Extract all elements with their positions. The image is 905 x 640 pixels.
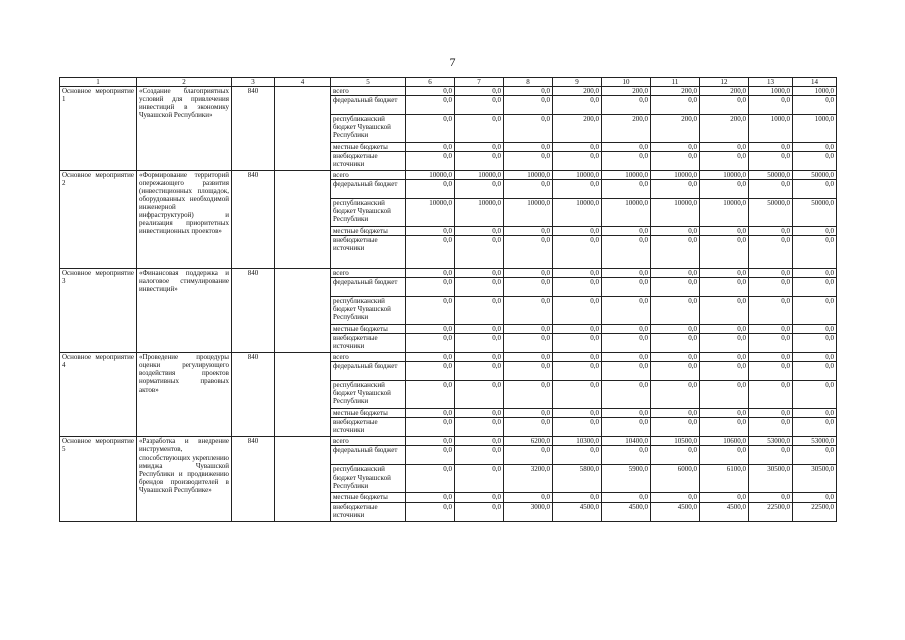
value-cell: 0,0	[700, 227, 749, 236]
funding-source: республиканский бюджет Чувашской Республики	[331, 297, 406, 325]
value-cell: 0,0	[602, 297, 651, 325]
value-cell: 10000,0	[455, 199, 504, 227]
value-cell: 10600,0	[700, 437, 749, 446]
value-cell: 4500,0	[651, 502, 700, 521]
funding-source: федеральный бюджет	[331, 278, 406, 297]
value-cell: 4500,0	[553, 502, 602, 521]
column-header: 7	[455, 78, 504, 87]
value-cell: 0,0	[504, 334, 553, 353]
value-cell: 0,0	[793, 236, 837, 269]
value-cell: 53000,0	[749, 437, 793, 446]
column-4-cell	[275, 437, 331, 521]
value-cell: 5800,0	[553, 465, 602, 493]
funding-source: республиканский бюджет Чувашской Республики	[331, 465, 406, 493]
value-cell: 0,0	[700, 236, 749, 269]
column-header: 6	[406, 78, 455, 87]
funding-source: внебюджетные источники	[331, 334, 406, 353]
value-cell: 0,0	[651, 152, 700, 171]
value-cell: 0,0	[406, 297, 455, 325]
value-cell: 0,0	[700, 418, 749, 437]
value-cell: 0,0	[553, 180, 602, 199]
value-cell: 0,0	[700, 409, 749, 418]
table-row	[60, 437, 837, 446]
value-cell: 0,0	[651, 143, 700, 152]
funding-source: республиканский бюджет Чувашской Республики	[331, 115, 406, 143]
value-cell: 0,0	[455, 227, 504, 236]
value-cell: 0,0	[793, 362, 837, 381]
funding-source: федеральный бюджет	[331, 96, 406, 115]
value-cell: 0,0	[455, 278, 504, 297]
value-cell: 0,0	[406, 493, 455, 502]
funding-source: всего	[331, 171, 406, 180]
value-cell: 0,0	[406, 143, 455, 152]
value-cell: 0,0	[504, 143, 553, 152]
value-cell: 200,0	[553, 87, 602, 96]
value-cell: 0,0	[602, 409, 651, 418]
header-row	[60, 78, 837, 87]
value-cell: 0,0	[406, 446, 455, 465]
value-cell: 6100,0	[700, 465, 749, 493]
value-cell: 0,0	[793, 278, 837, 297]
funding-source: местные бюджеты	[331, 325, 406, 334]
column-4-cell	[275, 353, 331, 437]
column-header: 1	[60, 78, 137, 87]
value-cell: 0,0	[455, 446, 504, 465]
value-cell: 10000,0	[406, 171, 455, 180]
funding-source: всего	[331, 353, 406, 362]
value-cell: 0,0	[602, 418, 651, 437]
value-cell: 0,0	[553, 409, 602, 418]
funding-source: республиканский бюджет Чувашской Республики	[331, 199, 406, 227]
value-cell: 0,0	[553, 152, 602, 171]
value-cell: 0,0	[651, 493, 700, 502]
measure-name: Основное мероприятие 1	[60, 87, 137, 171]
value-cell: 0,0	[793, 227, 837, 236]
value-cell: 10000,0	[504, 199, 553, 227]
value-cell: 0,0	[455, 409, 504, 418]
column-header: 11	[651, 78, 700, 87]
value-cell: 0,0	[455, 381, 504, 409]
column-4-cell	[275, 87, 331, 171]
value-cell: 10000,0	[602, 171, 651, 180]
value-cell: 0,0	[749, 493, 793, 502]
value-cell: 0,0	[602, 236, 651, 269]
value-cell: 0,0	[651, 381, 700, 409]
value-cell: 0,0	[651, 96, 700, 115]
value-cell: 0,0	[602, 278, 651, 297]
value-cell: 0,0	[700, 269, 749, 278]
value-cell: 30500,0	[793, 465, 837, 493]
value-cell: 0,0	[749, 381, 793, 409]
value-cell: 0,0	[749, 180, 793, 199]
budget-code: 840	[232, 171, 275, 269]
value-cell: 0,0	[455, 96, 504, 115]
value-cell: 50000,0	[793, 171, 837, 180]
value-cell: 0,0	[700, 493, 749, 502]
value-cell: 10000,0	[553, 199, 602, 227]
value-cell: 0,0	[455, 437, 504, 446]
value-cell: 0,0	[504, 236, 553, 269]
value-cell: 0,0	[651, 353, 700, 362]
value-cell: 50000,0	[793, 199, 837, 227]
funding-source: всего	[331, 437, 406, 446]
value-cell: 0,0	[793, 418, 837, 437]
value-cell: 0,0	[553, 269, 602, 278]
value-cell: 0,0	[749, 278, 793, 297]
value-cell: 0,0	[504, 96, 553, 115]
value-cell: 0,0	[504, 325, 553, 334]
value-cell: 1000,0	[749, 87, 793, 96]
value-cell: 0,0	[749, 236, 793, 269]
value-cell: 0,0	[700, 152, 749, 171]
value-cell: 0,0	[749, 152, 793, 171]
value-cell: 0,0	[455, 493, 504, 502]
value-cell: 6200,0	[504, 437, 553, 446]
funding-source: местные бюджеты	[331, 227, 406, 236]
value-cell: 0,0	[455, 465, 504, 493]
value-cell: 10300,0	[553, 437, 602, 446]
value-cell: 0,0	[504, 152, 553, 171]
value-cell: 0,0	[504, 297, 553, 325]
value-cell: 10000,0	[553, 171, 602, 180]
column-header: 9	[553, 78, 602, 87]
value-cell: 0,0	[602, 353, 651, 362]
value-cell: 0,0	[553, 362, 602, 381]
value-cell: 0,0	[749, 409, 793, 418]
value-cell: 0,0	[553, 446, 602, 465]
value-cell: 0,0	[749, 227, 793, 236]
value-cell: 0,0	[749, 325, 793, 334]
value-cell: 0,0	[793, 334, 837, 353]
funding-source: внебюджетные источники	[331, 152, 406, 171]
value-cell: 0,0	[651, 297, 700, 325]
value-cell: 0,0	[406, 334, 455, 353]
value-cell: 0,0	[602, 325, 651, 334]
value-cell: 0,0	[749, 418, 793, 437]
value-cell: 0,0	[700, 96, 749, 115]
value-cell: 50000,0	[749, 199, 793, 227]
value-cell: 0,0	[553, 236, 602, 269]
value-cell: 0,0	[406, 465, 455, 493]
value-cell: 0,0	[406, 152, 455, 171]
value-cell: 0,0	[553, 418, 602, 437]
column-header: 5	[331, 78, 406, 87]
value-cell: 0,0	[406, 325, 455, 334]
value-cell: 0,0	[651, 446, 700, 465]
value-cell: 0,0	[504, 446, 553, 465]
column-header: 10	[602, 78, 651, 87]
value-cell: 0,0	[455, 297, 504, 325]
table-row	[60, 269, 837, 278]
value-cell: 10000,0	[700, 199, 749, 227]
budget-code: 840	[232, 437, 275, 521]
value-cell: 30500,0	[749, 465, 793, 493]
value-cell: 10400,0	[602, 437, 651, 446]
value-cell: 0,0	[602, 334, 651, 353]
value-cell: 0,0	[553, 227, 602, 236]
value-cell: 0,0	[455, 115, 504, 143]
value-cell: 0,0	[700, 180, 749, 199]
column-4-cell	[275, 269, 331, 353]
value-cell: 10000,0	[651, 199, 700, 227]
value-cell: 0,0	[406, 381, 455, 409]
table-header	[60, 78, 837, 87]
value-cell: 0,0	[455, 353, 504, 362]
value-cell: 0,0	[651, 334, 700, 353]
table-row	[60, 171, 837, 180]
value-cell: 0,0	[749, 96, 793, 115]
value-cell: 200,0	[553, 115, 602, 143]
value-cell: 0,0	[602, 362, 651, 381]
funding-source: федеральный бюджет	[331, 446, 406, 465]
value-cell: 10500,0	[651, 437, 700, 446]
value-cell: 0,0	[553, 493, 602, 502]
value-cell: 0,0	[651, 227, 700, 236]
value-cell: 0,0	[793, 493, 837, 502]
value-cell: 0,0	[455, 143, 504, 152]
page-number: 7	[449, 55, 456, 69]
measure-name: Основное мероприятие 2	[60, 171, 137, 269]
value-cell: 0,0	[749, 269, 793, 278]
value-cell: 0,0	[455, 334, 504, 353]
value-cell: 0,0	[504, 418, 553, 437]
value-cell: 0,0	[504, 381, 553, 409]
value-cell: 0,0	[504, 493, 553, 502]
value-cell: 0,0	[406, 437, 455, 446]
value-cell: 1000,0	[793, 87, 837, 96]
value-cell: 0,0	[504, 87, 553, 96]
value-cell: 0,0	[602, 96, 651, 115]
value-cell: 0,0	[455, 502, 504, 521]
value-cell: 0,0	[700, 381, 749, 409]
value-cell: 0,0	[793, 152, 837, 171]
value-cell: 0,0	[602, 381, 651, 409]
value-cell: 0,0	[651, 362, 700, 381]
value-cell: 0,0	[406, 362, 455, 381]
value-cell: 4500,0	[700, 502, 749, 521]
measure-title: «Финансовая поддержка и налоговое стимулирование инвестиций»	[137, 269, 232, 353]
value-cell: 0,0	[602, 180, 651, 199]
value-cell: 0,0	[602, 143, 651, 152]
value-cell: 0,0	[749, 353, 793, 362]
value-cell: 0,0	[700, 297, 749, 325]
funding-source: всего	[331, 269, 406, 278]
value-cell: 0,0	[793, 353, 837, 362]
value-cell: 0,0	[406, 418, 455, 437]
value-cell: 50000,0	[749, 171, 793, 180]
value-cell: 0,0	[700, 334, 749, 353]
value-cell: 200,0	[651, 87, 700, 96]
value-cell: 0,0	[406, 227, 455, 236]
value-cell: 0,0	[406, 269, 455, 278]
value-cell: 3000,0	[504, 502, 553, 521]
value-cell: 0,0	[602, 227, 651, 236]
measure-name: Основное мероприятие 3	[60, 269, 137, 353]
value-cell: 0,0	[504, 180, 553, 199]
value-cell: 5900,0	[602, 465, 651, 493]
value-cell: 0,0	[651, 269, 700, 278]
value-cell: 0,0	[455, 269, 504, 278]
value-cell: 0,0	[793, 446, 837, 465]
value-cell: 0,0	[793, 96, 837, 115]
value-cell: 0,0	[504, 409, 553, 418]
value-cell: 0,0	[455, 325, 504, 334]
value-cell: 0,0	[406, 87, 455, 96]
value-cell: 0,0	[455, 180, 504, 199]
value-cell: 0,0	[651, 409, 700, 418]
value-cell: 22500,0	[793, 502, 837, 521]
value-cell: 0,0	[504, 269, 553, 278]
value-cell: 0,0	[504, 278, 553, 297]
value-cell: 0,0	[602, 269, 651, 278]
value-cell: 0,0	[793, 381, 837, 409]
value-cell: 0,0	[749, 362, 793, 381]
value-cell: 200,0	[651, 115, 700, 143]
budget-code: 840	[232, 353, 275, 437]
value-cell: 0,0	[700, 446, 749, 465]
value-cell: 10000,0	[602, 199, 651, 227]
value-cell: 0,0	[749, 334, 793, 353]
funding-source: местные бюджеты	[331, 493, 406, 502]
funding-source: местные бюджеты	[331, 409, 406, 418]
value-cell: 10000,0	[700, 171, 749, 180]
value-cell: 0,0	[793, 325, 837, 334]
value-cell: 0,0	[793, 180, 837, 199]
value-cell: 0,0	[553, 353, 602, 362]
value-cell: 0,0	[700, 353, 749, 362]
value-cell: 10000,0	[455, 171, 504, 180]
column-header: 13	[749, 78, 793, 87]
column-header: 14	[793, 78, 837, 87]
value-cell: 4500,0	[602, 502, 651, 521]
value-cell: 0,0	[651, 180, 700, 199]
value-cell: 10000,0	[504, 171, 553, 180]
funding-source: местные бюджеты	[331, 143, 406, 152]
budget-code: 840	[232, 87, 275, 171]
value-cell: 0,0	[406, 96, 455, 115]
value-cell: 0,0	[455, 362, 504, 381]
value-cell: 0,0	[504, 115, 553, 143]
funding-source: федеральный бюджет	[331, 180, 406, 199]
value-cell: 6000,0	[651, 465, 700, 493]
value-cell: 0,0	[553, 325, 602, 334]
value-cell: 200,0	[602, 115, 651, 143]
value-cell: 1000,0	[749, 115, 793, 143]
value-cell: 0,0	[793, 297, 837, 325]
value-cell: 0,0	[602, 446, 651, 465]
value-cell: 0,0	[700, 325, 749, 334]
measure-title: «Формирование территорий опережающего развития (инвестиционных площадок, оборудованных необходимой инженерной инфраструктурой) и реализация приоритетных инвестиционных проектов»	[137, 171, 232, 269]
value-cell: 0,0	[406, 278, 455, 297]
value-cell: 0,0	[602, 493, 651, 502]
value-cell: 10000,0	[651, 171, 700, 180]
column-header: 4	[275, 78, 331, 87]
value-cell: 0,0	[651, 418, 700, 437]
budget-code: 840	[232, 269, 275, 353]
value-cell: 0,0	[406, 353, 455, 362]
value-cell: 0,0	[455, 418, 504, 437]
table-row	[60, 87, 837, 96]
value-cell: 200,0	[602, 87, 651, 96]
table-row	[60, 353, 837, 362]
value-cell: 0,0	[651, 325, 700, 334]
value-cell: 0,0	[455, 87, 504, 96]
funding-source: внебюджетные источники	[331, 236, 406, 269]
value-cell: 0,0	[700, 362, 749, 381]
funding-source: федеральный бюджет	[331, 362, 406, 381]
value-cell: 0,0	[553, 278, 602, 297]
value-cell: 0,0	[406, 502, 455, 521]
value-cell: 0,0	[749, 143, 793, 152]
value-cell: 0,0	[406, 115, 455, 143]
value-cell: 0,0	[749, 446, 793, 465]
column-header: 8	[504, 78, 553, 87]
value-cell: 0,0	[651, 236, 700, 269]
value-cell: 0,0	[406, 180, 455, 199]
value-cell: 200,0	[700, 87, 749, 96]
value-cell: 0,0	[553, 143, 602, 152]
value-cell: 0,0	[553, 334, 602, 353]
value-cell: 0,0	[553, 381, 602, 409]
value-cell: 0,0	[504, 362, 553, 381]
value-cell: 0,0	[406, 236, 455, 269]
value-cell: 0,0	[504, 353, 553, 362]
value-cell: 0,0	[553, 96, 602, 115]
financing-table	[59, 77, 837, 522]
value-cell: 0,0	[700, 278, 749, 297]
measure-name: Основное мероприятие 5	[60, 437, 137, 521]
value-cell: 53000,0	[793, 437, 837, 446]
measure-name: Основное мероприятие 4	[60, 353, 137, 437]
value-cell: 0,0	[504, 227, 553, 236]
measure-title: «Проведение процедуры оценки регулирующего воздействия проектов нормативных правовых актов»	[137, 353, 232, 437]
value-cell: 0,0	[793, 409, 837, 418]
value-cell: 0,0	[651, 278, 700, 297]
value-cell: 0,0	[793, 143, 837, 152]
value-cell: 0,0	[406, 409, 455, 418]
value-cell: 10000,0	[406, 199, 455, 227]
funding-source: внебюджетные источники	[331, 502, 406, 521]
measure-title: «Создание благоприятных условий для привлечения инвестиций в экономику Чувашской Республики»	[137, 87, 232, 171]
column-header: 2	[137, 78, 232, 87]
value-cell: 0,0	[455, 236, 504, 269]
value-cell: 0,0	[553, 297, 602, 325]
column-4-cell	[275, 171, 331, 269]
value-cell: 0,0	[700, 143, 749, 152]
table-body	[60, 87, 837, 521]
column-header: 12	[700, 78, 749, 87]
value-cell: 0,0	[749, 297, 793, 325]
column-header: 3	[232, 78, 275, 87]
value-cell: 200,0	[700, 115, 749, 143]
measure-title: «Разработка и внедрение инструментов, способствующих укреплению имиджа Чувашской Республики и продвижению брендов производителей в Чувашской Республике»	[137, 437, 232, 521]
funding-source: внебюджетные источники	[331, 418, 406, 437]
value-cell: 0,0	[455, 152, 504, 171]
value-cell: 0,0	[793, 269, 837, 278]
funding-source: республиканский бюджет Чувашской Республики	[331, 381, 406, 409]
funding-source: всего	[331, 87, 406, 96]
value-cell: 3200,0	[504, 465, 553, 493]
value-cell: 1000,0	[793, 115, 837, 143]
value-cell: 0,0	[602, 152, 651, 171]
value-cell: 22500,0	[749, 502, 793, 521]
